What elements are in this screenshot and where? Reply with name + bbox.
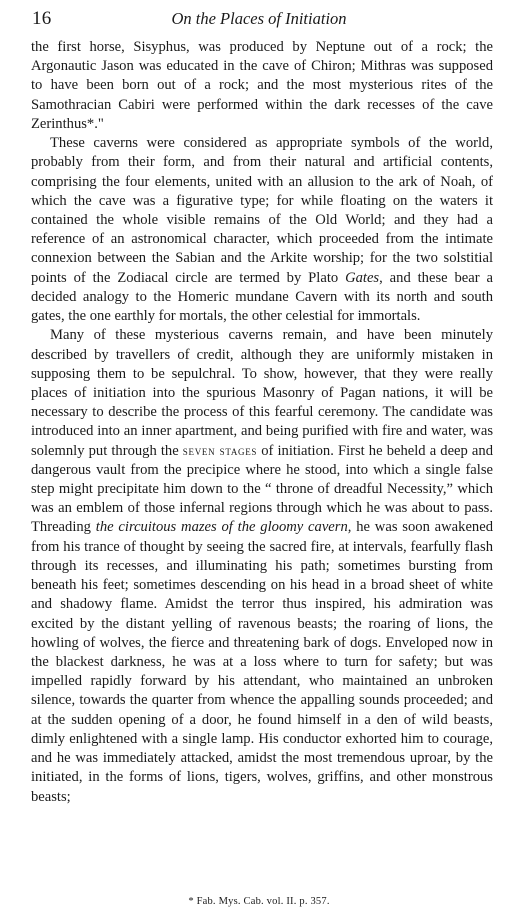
circuitous-mazes-phrase: the circuitous mazes of the gloomy cavern, xyxy=(95,519,352,536)
paragraph-2 xyxy=(31,134,493,326)
body-text xyxy=(31,38,493,807)
page-header xyxy=(20,8,498,34)
seven-stages-term: seven stages xyxy=(182,443,258,458)
paragraph-3 xyxy=(31,326,493,806)
paragraph-2-text-a: These caverns were considered as appropriate symbols of the world, probably from their form, and from their natural and artificial contents, comprising the four elements, united with an allusion to the ark of Noah, of which the cave was a figurative type; for while floating on the waters it contained the whole visible remains of the Old World; and they had a reference of an astronomical character, which proceeded from the intimate connexion between the Sabian and the Arkite worship; for the two solstitial points of the Zodiacal circle are termed by Plato xyxy=(31,135,493,286)
paragraph-2-text-b: , and these bear a decided analogy to the Homeric mundane Cavern with its north and south gates, the one earthly for mortals, the other celestial for immortals. xyxy=(31,269,493,325)
page-number: 16 xyxy=(32,8,52,29)
paragraph-1: the first horse, Sisyphus, was produced by Neptune out of a rock; the Argonautic Jason was educated in the cave of Chiron; Mithras was supposed to have been born out of a rock; and the most mysterious rites of the Samothracian Cabiri were performed within the dark recesses of the cave Zerinthus*." xyxy=(31,39,493,132)
paragraph-3-text-c: he was soon awakened from his trance of thought by seeing the sacred fire, at intervals, fearfully flash through its recesses, and illuminating his path; sometimes bursting from beneath his feet; sometimes descending on his head in a broad sheet of white and shadowy flame. Amidst the terror thus inspired, his admiration was excited by the distant yelling of ravenous beasts; the roaring of lions, the howling of wolves, the fierce and threatening bark of dogs. Enveloped now in the blackest darkness, he was at a loss where to turn for safety; but was impelled rapidly forward by his attendant, who maintained an unbroken silence, towards the quarter from whence the appalling sounds proceeded; and at the sudden opening of a door, he found himself in a den of wild beasts, dimly enlightened with a single lamp. His conductor exhorted him to courage, and he was immediately attacked, amidst the most tremendous uproar, by the initiated, in the forms of lions, tigers, wolves, griffins, and other monstrous beasts; xyxy=(31,519,494,805)
running-title: On the Places of Initiation xyxy=(171,9,347,28)
paragraph-3-text-b: of initiation. First he beheld a deep and dangerous vault from the precipice where he stood, into which a single false step might precipitate him down to the “ throne of dreadful Necessity,” which was an emblem of those infernal regions through which he was about to pass. Threading xyxy=(31,442,493,536)
gates-term: Gates xyxy=(345,269,380,286)
paragraph-3-text-a: Many of these mysterious caverns remain, and have been minutely described by travellers of credit, although they are uniformly mistaken in supposing them to be sepulchral. To show, however, that they were really places of initiation into the spurious Masonry of Pagan nations, it will be necessary to describe the process of this fearful ceremony. The candidate was introduced into an inner apartment, and being purified with fire and water, was solemnly put through the xyxy=(31,327,493,459)
footnote: * Fab. Mys. Cab. vol. II. p. 357. xyxy=(188,896,330,907)
